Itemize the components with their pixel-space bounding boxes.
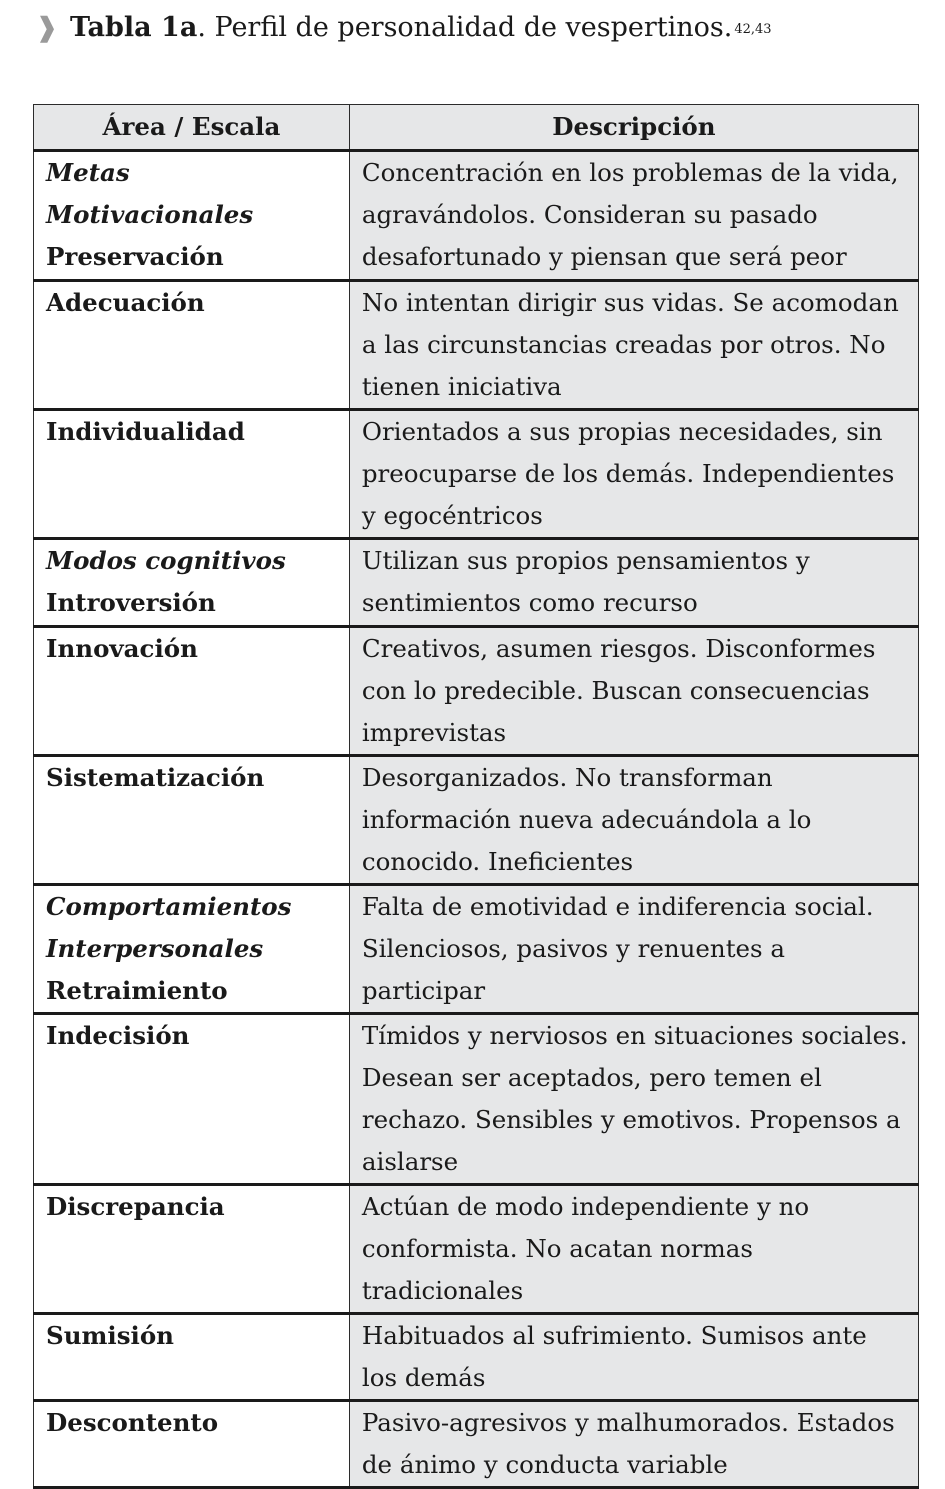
table-row xyxy=(34,1185,919,1314)
description-cell xyxy=(349,885,918,1014)
header-description: Descripción xyxy=(349,105,918,151)
scale-name: Sistematización xyxy=(46,763,265,792)
description-cell xyxy=(349,1314,918,1401)
caption-references: 42,43 xyxy=(734,22,772,37)
area-scale-cell xyxy=(34,1014,350,1185)
area-scale-cell xyxy=(34,1314,350,1401)
description-text: Pasivo-agresivos y malhumorados. Estados de ánimo y conducta variable xyxy=(361,1408,895,1479)
table-row xyxy=(34,539,919,627)
area-category: Modos cognitivos xyxy=(46,546,286,575)
area-scale-cell xyxy=(34,151,350,281)
caption-label: Tabla 1a xyxy=(70,12,198,43)
personality-profile-table xyxy=(33,104,919,1489)
scale-name: Discrepancia xyxy=(46,1192,225,1221)
area-scale-cell xyxy=(34,1185,350,1314)
description-cell xyxy=(349,539,918,627)
description-cell xyxy=(349,151,918,281)
table-row xyxy=(34,151,919,281)
area-scale-cell xyxy=(34,1401,350,1488)
description-cell xyxy=(349,281,918,410)
scale-name: Preservación xyxy=(46,242,224,271)
description-cell xyxy=(349,1014,918,1185)
table-row xyxy=(34,756,919,885)
area-scale-cell xyxy=(34,885,350,1014)
area-category: Metas Motivacionales xyxy=(46,158,254,229)
description-text: Habituados al sufrimiento. Sumisos ante los demás xyxy=(361,1321,867,1392)
table-row xyxy=(34,410,919,539)
caption-marker-icon: ❱ xyxy=(36,13,58,43)
description-cell xyxy=(349,1185,918,1314)
description-text: Creativos, asumen riesgos. Disconformes con lo predecible. Buscan consecuencias imprevistas xyxy=(361,634,876,747)
table-row xyxy=(34,885,919,1014)
scale-name: Introversión xyxy=(46,588,216,617)
scale-name: Retraimiento xyxy=(46,976,228,1005)
description-text: Falta de emotividad e indiferencia social. Silenciosos, pasivos y renuentes a participar xyxy=(361,892,874,1005)
area-scale-cell xyxy=(34,410,350,539)
description-text: Actúan de modo independiente y no conformista. No acatan normas tradicionales xyxy=(361,1192,810,1305)
description-text: Utilizan sus propios pensamientos y sentimientos como recurso xyxy=(361,546,810,617)
description-cell xyxy=(349,410,918,539)
area-scale-cell xyxy=(34,281,350,410)
table-header-row xyxy=(34,105,919,151)
table-row xyxy=(34,1014,919,1185)
description-text: Concentración en los problemas de la vida, agravándolos. Consideran su pasado desafortunado y piensan que será peor xyxy=(361,158,899,271)
caption-text: . Perfil de personalidad de vespertinos. xyxy=(197,12,733,43)
table-row xyxy=(34,627,919,756)
scale-name: Adecuación xyxy=(46,288,205,317)
description-cell xyxy=(349,1401,918,1488)
scale-name: Sumisión xyxy=(46,1321,174,1350)
table-row xyxy=(34,1314,919,1401)
scale-name: Indecisión xyxy=(46,1021,190,1050)
table-row xyxy=(34,1401,919,1488)
description-cell xyxy=(349,756,918,885)
header-area-scale: Área / Escala xyxy=(34,105,350,151)
description-text: Tímidos y nerviosos en situaciones sociales. Desean ser aceptados, pero temen el rechazo. Sensibles y emotivos. Propensos a aislarse xyxy=(361,1021,908,1176)
scale-name: Innovación xyxy=(46,634,198,663)
scale-name: Individualidad xyxy=(46,417,245,446)
area-scale-cell xyxy=(34,627,350,756)
area-category: Comportamientos Interpersonales xyxy=(46,892,292,963)
description-text: Orientados a sus propias necesidades, sin preocuparse de los demás. Independientes y egocéntricos xyxy=(361,417,895,530)
table-row xyxy=(34,281,919,410)
description-cell xyxy=(349,627,918,756)
description-text: No intentan dirigir sus vidas. Se acomodan a las circunstancias creadas por otros. No tienen iniciativa xyxy=(361,288,899,401)
description-text: Desorganizados. No transforman información nueva adecuándola a lo conocido. Ineficientes xyxy=(361,763,812,876)
table-caption xyxy=(36,10,772,50)
scale-name: Descontento xyxy=(46,1408,219,1437)
area-scale-cell xyxy=(34,539,350,627)
area-scale-cell xyxy=(34,756,350,885)
